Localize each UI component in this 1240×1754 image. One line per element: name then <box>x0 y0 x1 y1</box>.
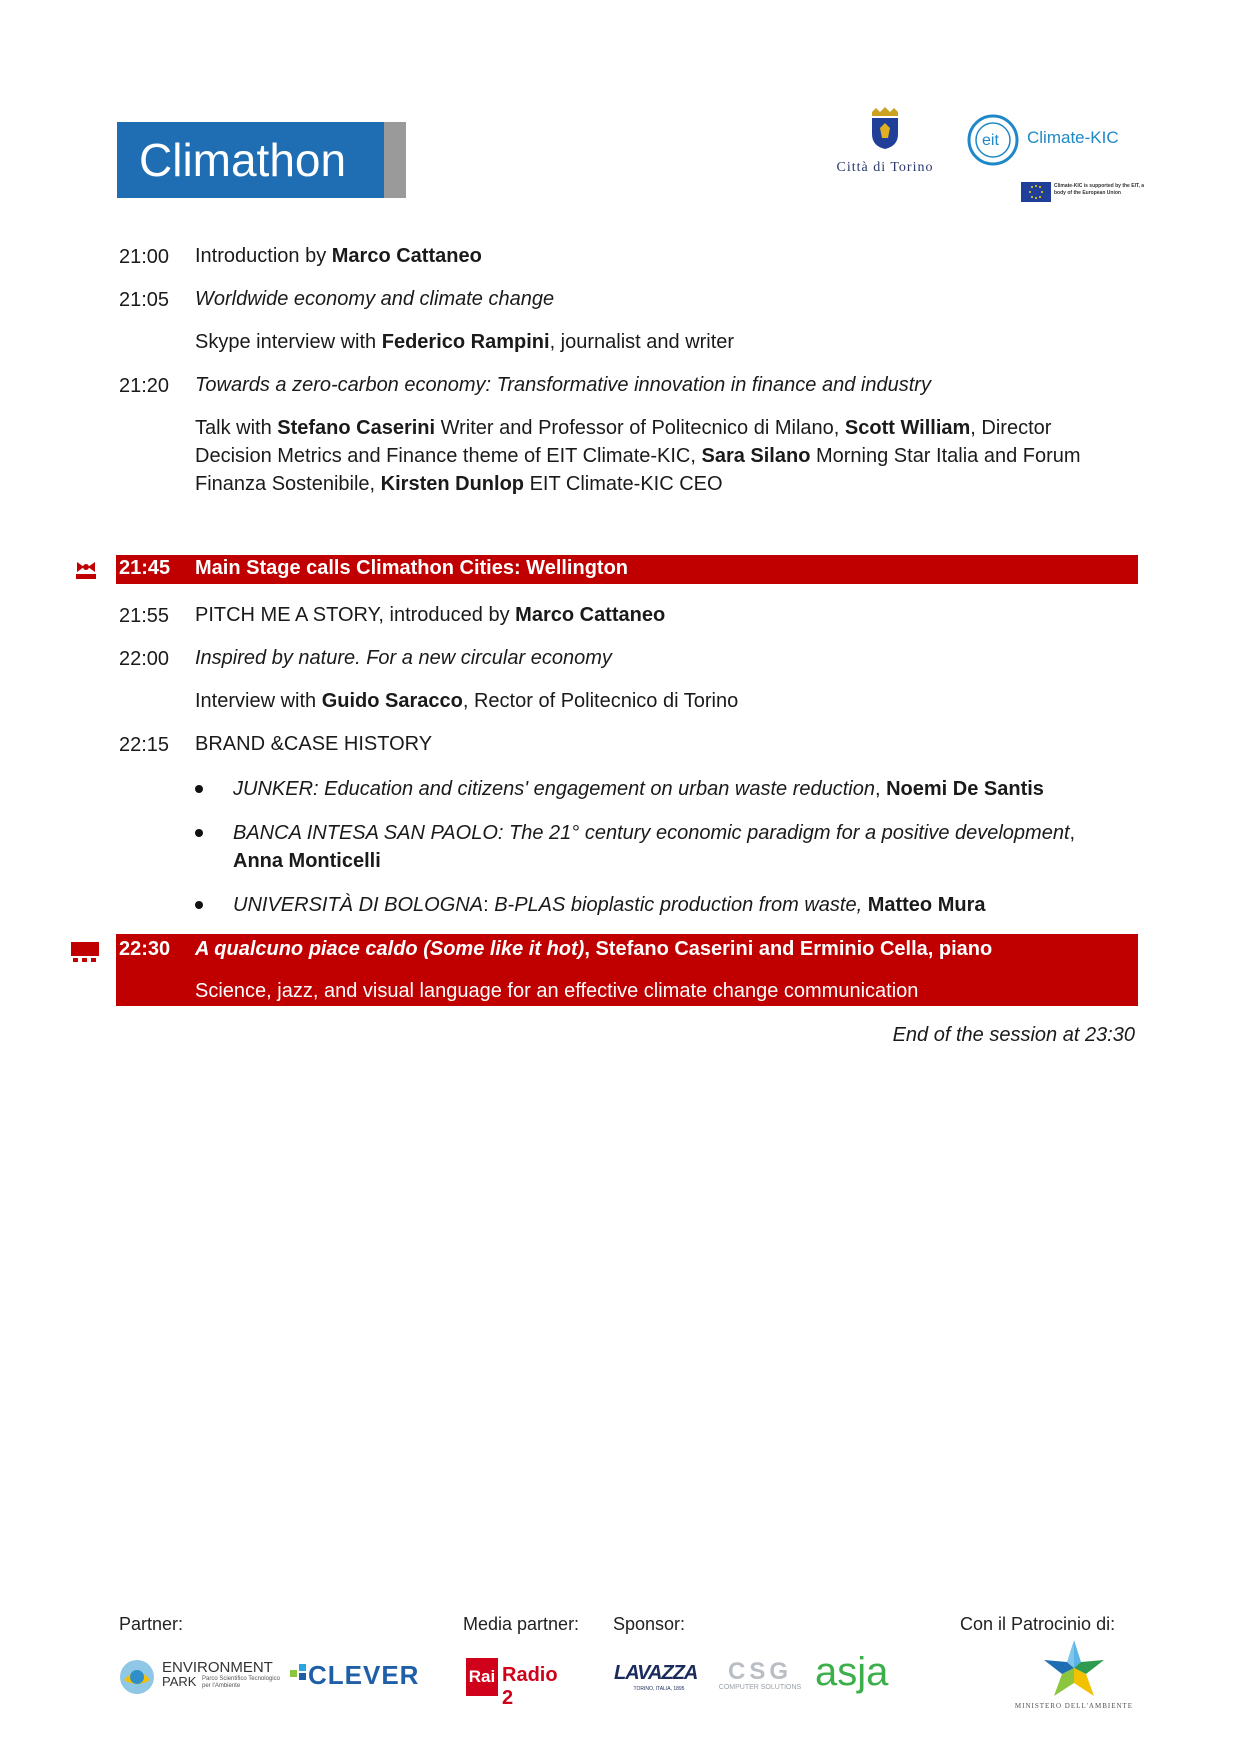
asja-logo <box>815 1650 905 1696</box>
item-text: EIT Climate-KIC CEO <box>524 473 723 495</box>
separator: , <box>874 778 887 800</box>
time-2100: 21:00 <box>119 246 170 268</box>
agenda-item-2155 <box>195 601 1130 629</box>
item-text: , Director Decision Metrics and Finance theme of EIT Climate-KIC, <box>195 417 1052 467</box>
clever-text: CLEVER <box>308 1660 420 1690</box>
eu-support-note: Climate-KIC is supported by the EIT, a body of the European Union <box>1054 183 1145 196</box>
clever-squares-icon <box>290 1664 308 1686</box>
case-history-item <box>233 819 1133 875</box>
agenda-item-2215: BRAND &CASE HISTORY <box>195 733 433 755</box>
ministero-text: MINISTERO DELL'AMBIENTE <box>1014 1702 1134 1710</box>
lavazza-subtext: TORINO, ITALIA, 1895 <box>633 1686 685 1692</box>
end-of-session-note: End of the session at 23:30 <box>892 1024 1135 1046</box>
performance-subtitle: Science, jazz, and visual language for an effective climate change communication <box>195 980 919 1002</box>
clever-logo <box>290 1660 420 1696</box>
speaker-name: Marco Cattaneo <box>331 245 482 267</box>
session-title: Inspired by nature. For a new circular economy <box>195 647 612 669</box>
performance-title: A qualcuno piace caldo (Some like it hot) <box>195 938 585 960</box>
time-2200: 22:00 <box>119 648 170 670</box>
session-title: Towards a zero-carbon economy: Transformative innovation in finance and industry <box>195 374 931 396</box>
agenda-item-2120-title <box>195 371 1130 399</box>
separator: : <box>483 894 495 916</box>
performance-title-line <box>195 938 992 961</box>
performers: , Stefano Caserini and Erminio Cella, piano <box>584 938 993 960</box>
separator: , <box>1069 822 1076 844</box>
highlight-bar-2230 <box>116 934 1138 1006</box>
time-2145: 21:45 <box>119 557 171 579</box>
lavazza-logo <box>614 1662 704 1696</box>
partner-label: Partner: <box>119 1614 184 1634</box>
climate-kic-text: Climate-KIC <box>1027 128 1119 147</box>
env-park-text: PARK <box>162 1674 197 1689</box>
svg-text:eit: eit <box>982 132 999 149</box>
agenda-item-2105-sub <box>195 328 1130 356</box>
time-2105: 21:05 <box>119 289 170 311</box>
speaker-name: Guido Saracco <box>321 690 463 712</box>
asja-text: asja <box>815 1650 889 1694</box>
case-title: UNIVERSITÀ DI BOLOGNA <box>233 894 484 916</box>
stage-icon <box>74 558 98 582</box>
environment-park-icon <box>118 1658 156 1696</box>
ministero-star-icon <box>1034 1638 1114 1700</box>
environment-park-logo <box>118 1658 283 1696</box>
csg-subtext: COMPUTER SOLUTIONS <box>718 1684 802 1691</box>
env-park-text: ENVIRONMENT <box>162 1659 273 1676</box>
ministero-ambiente-logo <box>1010 1638 1138 1718</box>
item-text: Skype interview with <box>195 331 382 353</box>
speaker-name: Stefano Caserini <box>277 417 436 439</box>
radio2-text: Radio 2 <box>502 1664 558 1709</box>
time-2155: 21:55 <box>119 605 170 627</box>
case-title: BANCA INTESA SAN PAOLO: The 21° century economic paradigm for a positive development <box>233 822 1070 844</box>
torino-crest-icon <box>868 106 902 150</box>
main-stage-call: Main Stage calls Climathon Cities: Wellington <box>195 557 629 579</box>
agenda-item-2100 <box>195 242 1130 270</box>
item-text: , Rector of Politecnico di Torino <box>462 690 739 712</box>
citta-di-torino-logo <box>820 106 950 176</box>
session-title: Worldwide economy and climate change <box>195 288 555 310</box>
bullet-icon <box>195 775 205 793</box>
speaker-name: Matteo Mura <box>867 894 986 916</box>
agenda-item-2120-speakers <box>195 414 1125 498</box>
eu-flag-icon <box>1021 182 1051 202</box>
item-text: Morning Star Italia and Forum Finanza Sostenibile, <box>195 445 1081 495</box>
agenda-item-2105-title <box>195 285 1130 313</box>
patrocinio-label: Con il Patrocinio di: <box>960 1614 1116 1634</box>
sponsor-label: Sponsor: <box>613 1614 686 1634</box>
time-2120: 21:20 <box>119 375 170 397</box>
theater-icon <box>70 939 100 963</box>
case-title: B-PLAS bioplastic production from waste, <box>494 894 863 916</box>
item-text: Talk with <box>195 417 278 439</box>
climate-kic-logo <box>965 112 1145 172</box>
climathon-logo <box>117 122 384 198</box>
case-title: JUNKER: Education and citizens' engagement on urban waste reduction <box>233 778 875 800</box>
case-history-item <box>233 775 1133 803</box>
bullet-icon <box>195 819 205 837</box>
speaker-name: Scott William <box>844 417 971 439</box>
agenda-item-2200-title <box>195 644 1130 672</box>
rai-radio2-logo <box>466 1658 574 1709</box>
eit-circle-icon <box>965 112 1025 168</box>
item-text: Interview with <box>195 690 322 712</box>
item-text: PITCH ME A STORY, introduced by <box>195 604 516 626</box>
env-park-subtext: Parco Scientifico Tecnologico per l'Ambiente <box>202 1676 280 1689</box>
speaker-name: Marco Cattaneo <box>515 604 666 626</box>
media-partner-label: Media partner: <box>463 1614 580 1634</box>
lavazza-text: LAVAZZA <box>614 1662 698 1684</box>
speaker-name: Kirsten Dunlop <box>380 473 525 495</box>
csg-logo <box>718 1660 802 1696</box>
item-text: Writer and Professor of Politecnico di Milano, <box>435 417 845 439</box>
item-text: , journalist and writer <box>549 331 735 353</box>
item-text: Introduction by <box>195 245 332 267</box>
case-history-item <box>233 891 1133 919</box>
brand-text: Climathon <box>139 134 347 186</box>
highlight-bar-2145 <box>116 555 1138 584</box>
speaker-name: Federico Rampini <box>381 331 550 353</box>
agenda-item-2200-sub <box>195 687 1130 715</box>
speaker-name: Anna Monticelli <box>233 850 381 872</box>
brand-accent-bar <box>384 122 406 198</box>
time-2215: 22:15 <box>119 734 170 756</box>
bullet-icon <box>195 891 205 909</box>
torino-logo-text: Città di Torino <box>836 160 934 175</box>
speaker-name: Noemi De Santis <box>886 778 1044 800</box>
rai-text: Rai <box>466 1658 498 1696</box>
time-2230: 22:30 <box>119 938 171 960</box>
speaker-name: Sara Silano <box>701 445 811 467</box>
csg-text: CSG <box>727 1658 792 1685</box>
